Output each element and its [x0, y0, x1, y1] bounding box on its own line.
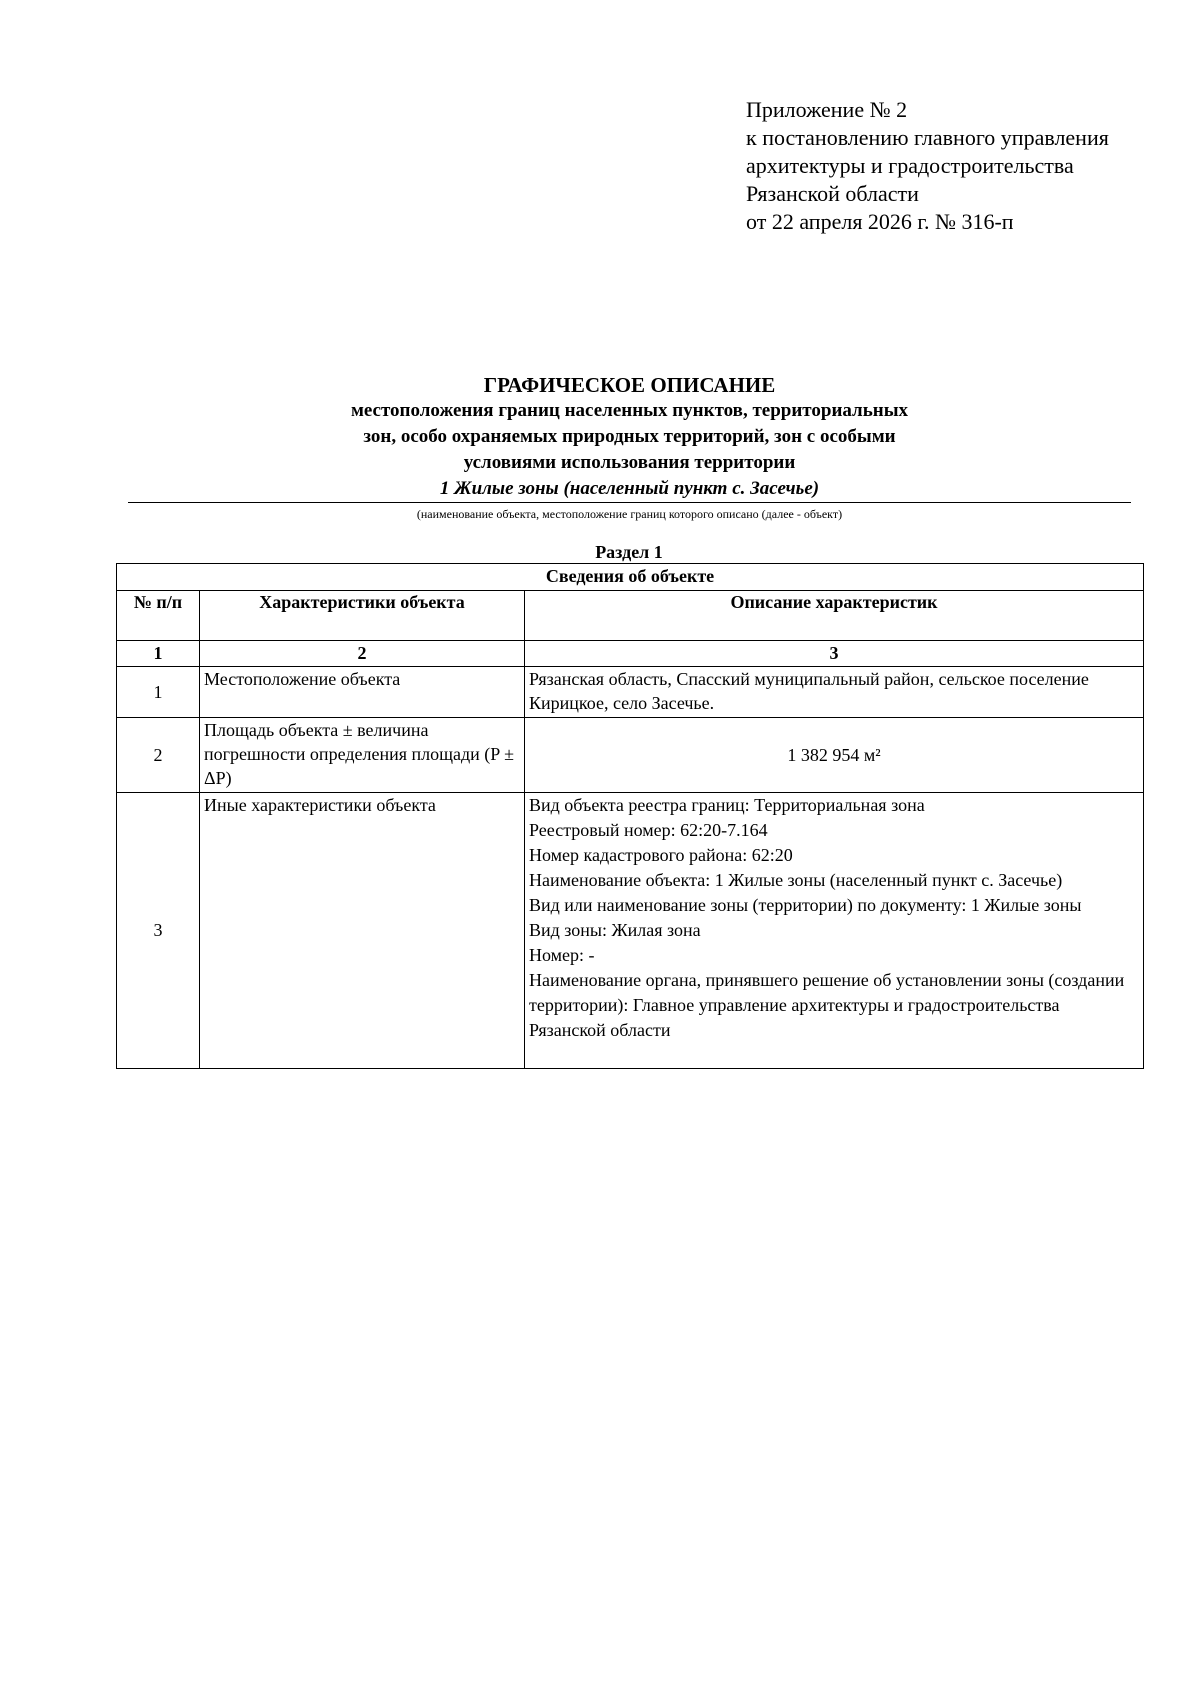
header-description: Описание характеристик: [525, 591, 1144, 641]
header-num-label: № п/п: [133, 592, 183, 612]
description-line: Номер: -: [529, 945, 595, 965]
object-info-table: [116, 563, 1144, 1069]
title-underline: [128, 502, 1131, 503]
row-description: Рязанская область, Спасский муниципальный район, сельское поселение Кирицкое, село Засечье.: [525, 667, 1144, 718]
document-subtitle: условиями использования территории: [463, 452, 796, 473]
row-number: 2: [117, 718, 200, 793]
document-title-block: [128, 372, 1131, 523]
description-line: Наименование объекта: 1 Жилые зоны (населенный пункт с. Засечье): [529, 870, 1063, 890]
description-line: Номер кадастрового района: 62:20: [529, 845, 793, 865]
object-caption: (наименование объекта, местоположение границ которого описано (далее - объект): [416, 507, 843, 521]
appendix-line: к постановлению главного управления: [746, 125, 1109, 150]
document-subtitle: местоположения границ населенных пунктов, территориальных: [350, 400, 909, 421]
description-line: Вид объекта реестра границ: Территориальная зона: [529, 795, 925, 815]
column-number-row: [117, 641, 1144, 667]
header-num: [117, 591, 200, 641]
appendix-line: Приложение № 2: [746, 97, 908, 122]
table-row: [117, 667, 1144, 718]
object-name: 1 Жилые зоны (населенный пункт с. Засечье): [439, 478, 820, 499]
document-subtitle: зон, особо охраняемых природных территорий, зон с особыми: [363, 426, 896, 447]
description-line: Вид зоны: Жилая зона: [529, 920, 701, 940]
table-row: [117, 793, 1144, 1069]
table-caption-row: [117, 564, 1144, 591]
table-header-row: [117, 591, 1144, 641]
row-characteristic: Площадь объекта ± величина погрешности определения площади (P ± ΔP): [200, 718, 525, 793]
document-title: ГРАФИЧЕСКОЕ ОПИСАНИЕ: [483, 373, 776, 397]
row-description: [525, 793, 1144, 1069]
description-line: Наименование органа, принявшего решение об установлении зоны (создании территории): Главное управление архитектуры и градостроительства Рязанской области: [529, 970, 1125, 1040]
header-characteristics: Характеристики объекта: [200, 591, 525, 641]
row-characteristic: Местоположение объекта: [200, 667, 525, 718]
column-number: 2: [200, 641, 525, 667]
table-row: [117, 718, 1144, 793]
appendix-line: от 22 апреля 2026 г. № 316-п: [746, 209, 1014, 234]
appendix-line: Рязанской области: [746, 181, 919, 206]
row-description: 1 382 954 м²: [525, 718, 1144, 793]
row-characteristic: Иные характеристики объекта: [200, 793, 525, 1069]
row-number: 1: [117, 667, 200, 718]
column-number: 1: [117, 641, 200, 667]
description-line: Вид или наименование зоны (территории) по документу: 1 Жилые зоны: [529, 895, 1082, 915]
table-caption: Сведения об объекте: [117, 564, 1144, 591]
appendix-line: архитектуры и градостроительства: [746, 153, 1074, 178]
appendix-header: [746, 96, 1109, 236]
description-line: Реестровый номер: 62:20-7.164: [529, 820, 768, 840]
row-number: 3: [117, 793, 200, 1069]
column-number: 3: [525, 641, 1144, 667]
section-label: Раздел 1: [595, 542, 663, 562]
